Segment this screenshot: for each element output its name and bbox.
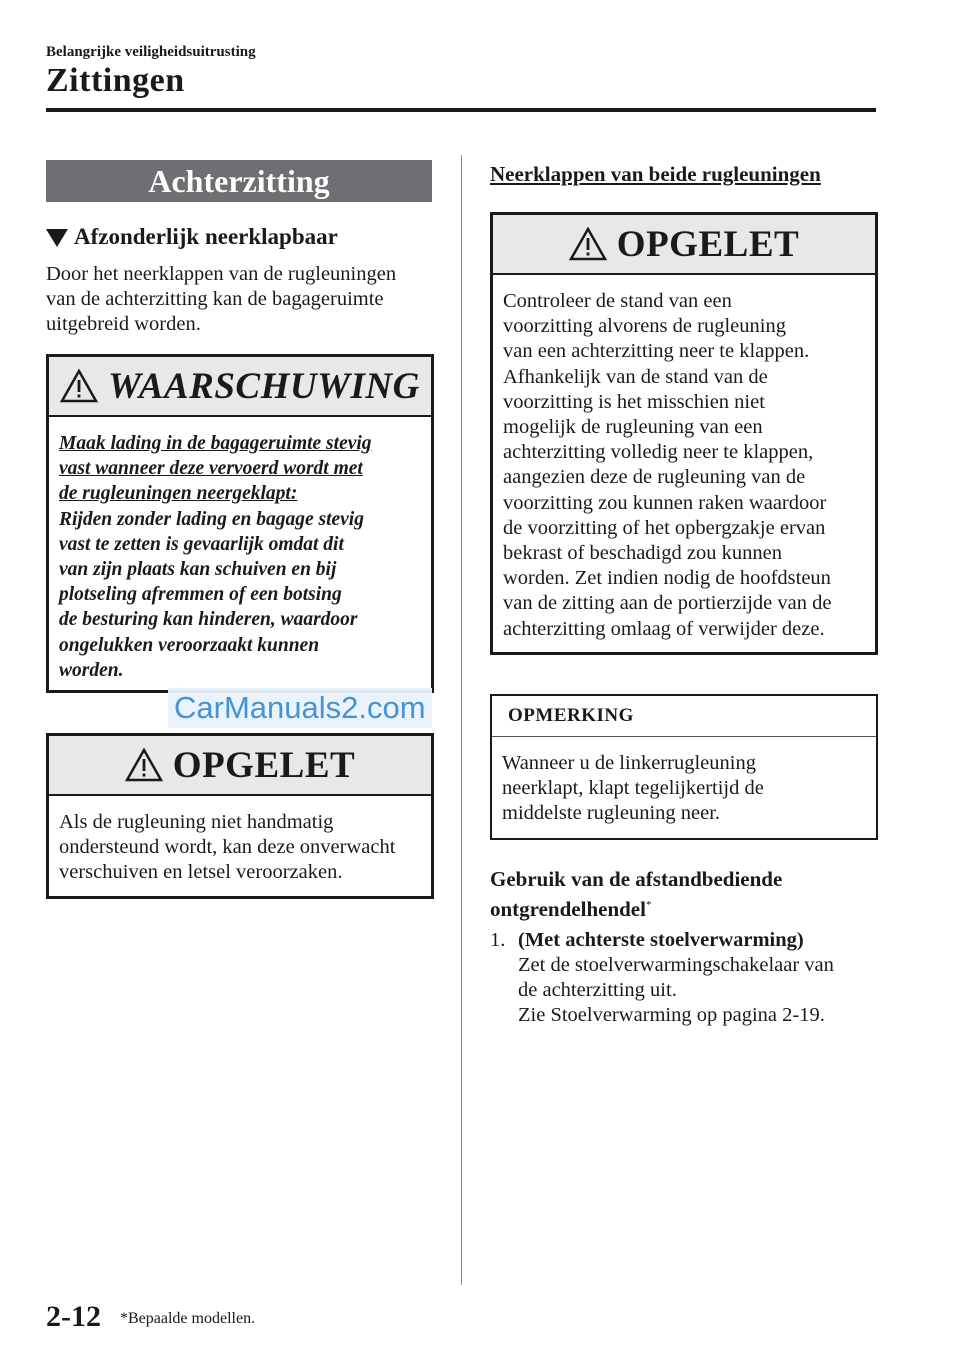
step-content <box>518 928 880 1028</box>
caution-line: worden. Zet indien nodig de hoofdsteun <box>503 567 831 590</box>
remote-heading-line <box>490 892 870 922</box>
warning-box <box>46 354 434 693</box>
column-divider <box>461 155 462 1285</box>
asterisk-mark: * <box>645 899 652 911</box>
intro-paragraph <box>46 262 438 337</box>
caution-line: van een achterzitting neer te klappen. <box>503 340 810 363</box>
caution-line: ondersteund wordt, kan deze onverwacht <box>59 836 396 858</box>
warning-triangle-icon <box>60 369 98 403</box>
subheading-text: Afzonderlijk neerklapbaar <box>74 224 338 249</box>
warning-triangle-icon <box>125 748 163 782</box>
page-number: 2-12 <box>46 1300 101 1333</box>
caution-line: Afhankelijk van de stand van de <box>503 365 768 388</box>
caution-line: voorzitting is het misschien niet <box>503 390 765 413</box>
warning-line: vast te zetten is gevaarlijk omdat dit <box>59 533 344 555</box>
note-box <box>490 694 878 840</box>
intro-line: Door het neerklappen van de rugleuningen <box>46 263 397 285</box>
caution-line: bekrast of beschadigd zou kunnen <box>503 542 782 565</box>
breadcrumb: Belangrijke veiligheidsuitrusting <box>46 44 256 60</box>
caution-box-right <box>490 212 878 655</box>
subheading <box>46 224 338 250</box>
warning-line: Maak lading in de bagageruimte stevig <box>59 433 372 454</box>
footnote: *Bepaalde modellen. <box>120 1310 256 1327</box>
warning-title: WAARSCHUWING <box>108 365 420 407</box>
caution-line: achterzitting omlaag of verwijder deze. <box>503 617 825 640</box>
note-line: middelste rugleuning neer. <box>502 802 721 824</box>
intro-line: uitgebreid worden. <box>46 313 201 335</box>
caution-line: de voorzitting of het opbergzakje ervan <box>503 516 826 539</box>
header-rule <box>46 108 876 112</box>
caution-line: verschuiven en letsel veroorzaken. <box>59 861 343 883</box>
warning-line: plotseling afremmen of een botsing <box>59 584 342 606</box>
warning-triangle-icon <box>569 227 607 261</box>
note-line: Wanneer u de linkerrugleuning <box>502 752 756 774</box>
step-number: 1. <box>490 929 506 951</box>
caution-body <box>49 796 431 895</box>
remote-heading-text: ontgrendelhendel <box>490 897 646 921</box>
caution-line: achterzitting volledig neer te klappen, <box>503 441 814 464</box>
chapter-title: Zittingen <box>46 62 185 99</box>
right-heading: Neerklappen van beide rugleuningen <box>490 162 821 186</box>
caution-title: OPGELET <box>616 223 800 265</box>
warning-body <box>49 417 431 693</box>
step-line: Zet de stoelverwarmingschakelaar van <box>518 954 834 976</box>
remote-lever-heading <box>490 866 870 922</box>
warning-header <box>49 357 431 417</box>
note-title: OPMERKING <box>492 696 876 737</box>
step-line: de achterzitting uit. <box>518 979 677 1001</box>
caution-title: OPGELET <box>172 744 356 786</box>
warning-line: de rugleuningen neergeklapt: <box>59 483 298 505</box>
warning-line: Rijden zonder lading en bagage stevig <box>59 508 364 530</box>
caution-line: Controleer de stand van een <box>503 290 732 312</box>
caution-box-left <box>46 733 434 899</box>
caution-line: Als de rugleuning niet handmatig <box>59 811 334 833</box>
note-body <box>492 737 876 836</box>
step-line: Zie Stoelverwarming op pagina 2-19. <box>518 1004 825 1026</box>
caution-line: voorzitting zou kunnen raken waardoor <box>503 491 827 514</box>
caution-line: van de zitting aan de portierzijde van de <box>503 592 832 615</box>
caution-header <box>49 736 431 796</box>
caution-line: mogelijk de rugleuning van een <box>503 416 763 439</box>
warning-line: ongelukken veroorzaakt kunnen <box>59 634 320 656</box>
warning-line: van zijn plaats kan schuiven en bij <box>59 559 337 581</box>
warning-line: de besturing kan hinderen, waardoor <box>59 609 358 631</box>
warning-line: worden. <box>59 659 124 681</box>
section-banner: Achterzitting <box>46 160 432 202</box>
intro-line: van de achterzitting kan de bagageruimte <box>46 288 384 310</box>
triangle-down-icon <box>46 229 68 247</box>
caution-body <box>493 275 875 652</box>
note-line: neerklapt, klapt tegelijkertijd de <box>502 777 764 799</box>
step-title: (Met achterste stoelverwarming) <box>518 929 804 951</box>
warning-line: vast wanneer deze vervoerd wordt met <box>59 458 363 480</box>
watermark: CarManuals2.com <box>168 688 432 728</box>
remote-heading-line: Gebruik van de afstandbediende <box>490 867 783 891</box>
step-1 <box>490 928 880 1028</box>
caution-line: aangezien deze de rugleuning van de <box>503 466 806 489</box>
caution-line: voorzitting alvorens de rugleuning <box>503 315 786 338</box>
caution-header <box>493 215 875 275</box>
